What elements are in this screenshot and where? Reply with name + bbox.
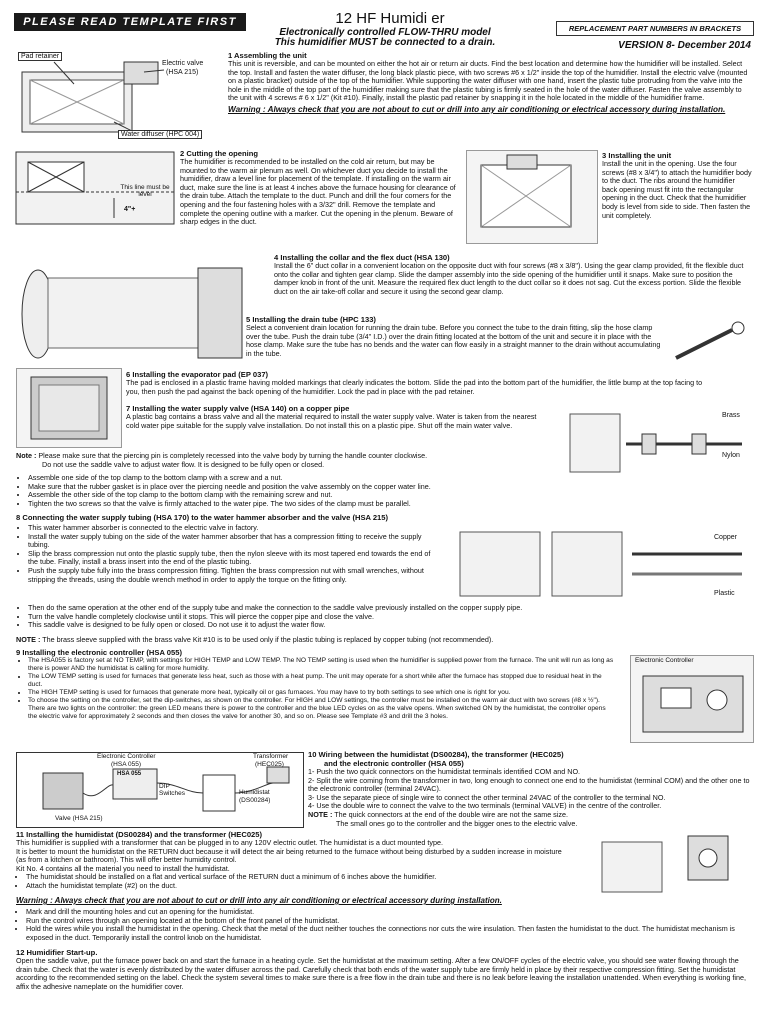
section-1 bbox=[228, 51, 752, 115]
drain-tube-illustration bbox=[668, 318, 752, 364]
brass-label: Brass bbox=[722, 412, 740, 419]
section-5-heading: 5 Installing the drain tube (HPC 133) bbox=[246, 315, 376, 324]
supply-tubing-illustration bbox=[452, 526, 752, 602]
section-10-heading-2: and the electronic controller (HSA 055) bbox=[324, 759, 464, 768]
section-8-bullets-a bbox=[14, 524, 434, 584]
list-item: • Tighten the two screws so that the valve is firmly attached to the water pipe. The two sides of the clamp must be parallel. bbox=[28, 500, 574, 509]
version-label: VERSION 8- December 2014 bbox=[618, 40, 751, 51]
section-11-para-3: Kit No. 4 contains all the material you need to install the humidistat. bbox=[16, 863, 230, 873]
list-item: • Turn the valve handle completely clockwise until it stops. This will pierce the copper pipe and close the valve. bbox=[28, 613, 714, 622]
saddle-valve-illustration bbox=[566, 410, 752, 478]
note-2-text bbox=[16, 636, 754, 645]
list-item: • Then do the same operation at the other end of the supply tube and make the connection to the saddle valve previously installed on the copper supply pipe. bbox=[28, 604, 714, 613]
nylon-label: Nylon bbox=[722, 452, 740, 459]
list-item: • Attach the humidistat template (#2) on the duct. bbox=[26, 882, 572, 891]
section-3-body: Install the unit in the opening. Use the four screws (#8 x 3/4") to attach the humidifier body to the duct. The ribs around the humidifier back opening must fit into the rectangular opening in the duct. Check that the humidifier body is level from side to side. Then fasten the unit completely. bbox=[602, 159, 752, 220]
list-item: • Push the supply tube fully into the brass compression fitting. Tighten the brass compression nut with small wrenches, without stripping the threads, using the double wrench method in order to apply the torque on the fitting only. bbox=[28, 567, 434, 584]
unit-installed-illustration bbox=[467, 151, 597, 243]
section-12 bbox=[16, 948, 754, 991]
plastic-label: Plastic bbox=[714, 590, 735, 597]
humidistat-label: Humidistat bbox=[239, 789, 270, 796]
figure-unit-installed bbox=[466, 150, 598, 244]
flex-duct-illustration bbox=[14, 258, 244, 362]
list-item: • To choose the setting on the controller, set the dip-switches, as shown on the controller. For HIGH and LOW settings, the controller must be installed on the warm air duct with two screws (#8 x ½"). There are two lights on the controller: the green LED means there is power to the controller and the blue LED cycles on as the valve opens. When switched ON by the humidistat, the controller opens the electric valve for approximately 2 seconds and then closes the valve for another 30, and so on. Please see Template #3 and drill the 3 holes. bbox=[28, 697, 616, 721]
list-item: • Assemble the other side of the top clamp to the bottom clamp with the remaining screw and nut. bbox=[28, 491, 574, 500]
section-3-heading: 3 Installing the unit bbox=[602, 151, 672, 160]
note-2-label: NOTE : bbox=[16, 635, 41, 644]
wiring-step-4: 4- Use the double wire to connect the valve to the two terminals (terminal VALVE) in the centre of the controller. bbox=[308, 801, 662, 811]
wiring-valve-label: Valve (HSA 215) bbox=[55, 815, 103, 822]
note-1-label: Note : bbox=[16, 451, 37, 460]
section-11-list-a bbox=[16, 873, 572, 890]
wiring-step-2: 2- Split the wire coming from the transformer in two, long enough to connect one end to the humidistat (terminal COM) and the other one to the electronic controller (terminal 24VAC). bbox=[308, 775, 750, 794]
section-4-heading: 4 Installing the collar and the flex duct (HSA 130) bbox=[274, 253, 450, 262]
note-1-text1: Please make sure that the piercing pin is completely recessed into the valve body by turning the handle counter clockwise. bbox=[38, 451, 428, 460]
wiring-controller-label: Electronic Controller bbox=[97, 753, 156, 760]
section-7 bbox=[126, 404, 544, 430]
list-item: • Install the water supply tubing on the side of the water hammer absorber that has a compression fitting to receive the supply tubing. bbox=[28, 533, 434, 550]
list-item: • Slip the brass compression nut onto the plastic supply tube, then the nylon sleeve with its most tapered end towards the end of the tube. Finally, install a brass insert into the end of the plastic tubing. bbox=[28, 550, 434, 567]
water-diffuser-label: Water diffuser (HPC 004) bbox=[118, 130, 202, 139]
wiring-model-label: HSA 055 bbox=[117, 771, 142, 777]
section-2-body: The humidifier is recommended to be installed on the cold air return, but may be mounted to the warm air plenum as well. On whichever duct you decide to install the humidifier, draw a level line for placement of the template. If installing on the warm air duct, make sure the line is at least 4 inches above the furnace housing for clearance of the drain tube. Attach the template to the duct. Punch and drill the four corners for the opening and the four fastening holes with a 3/32" drill. Remove the template and complete the opening outline with a marker. Cut the opening in the plenum. Beware of sharp edges in the duct. bbox=[180, 157, 456, 227]
list-item: • The HSA055 is factory set at NO TEMP, with settings for HIGH TEMP and LOW TEMP. The NO TEMP setting is used when the humidifier is supplied power from the furnace. The unit will run as long as there is power AND the humidistat is calling for more humidity. bbox=[28, 657, 616, 673]
figure-opening bbox=[14, 150, 176, 226]
electric-valve-label: Electric valve bbox=[162, 60, 204, 67]
transformer-code: (HEC025) bbox=[255, 761, 284, 768]
humidistat-illustration bbox=[592, 830, 752, 898]
list-item: • Mark and drill the mounting holes and cut an opening for the humidistat. bbox=[26, 908, 752, 917]
figure-flex-duct bbox=[14, 258, 244, 362]
section-11-heading: 11 Installing the humidistat (DS00284) and the transformer (HEC025) bbox=[16, 830, 263, 839]
figure-saddle-valve bbox=[566, 410, 752, 478]
section-12-body: Open the saddle valve, put the furnace power back on and start the furnace in a heating cycle. Set the humidistat at the maximum setting. After a few ON/OFF cycles of the electric valve, you should see water flowing through the drain tube. Check that the water is evenly distributed by the water diffuser across the pad. Carefully check that both ends of the water supply tube are firmly held in place by their respective compression fitting. Set the humidistat according to the recommended setting on the label. Check the system several times to make sure there is a free flow in the drain tube and there is no leak before leaving the installation unattended. When everything is working fine, affix the adhesive nameplate on the humidifier cover. bbox=[16, 956, 746, 991]
pad-retainer-label: Pad retainer bbox=[18, 52, 62, 61]
figure-assembly bbox=[14, 50, 224, 142]
section-6 bbox=[126, 370, 708, 396]
figure-evaporator-pad bbox=[16, 368, 122, 448]
section-10 bbox=[308, 750, 754, 828]
copper-label: Copper bbox=[714, 534, 737, 541]
figure-supply-tubing bbox=[452, 526, 752, 602]
note-1-line2: Do not use the saddle valve to adjust water flow. It is designed to be fully open or closed. bbox=[42, 459, 325, 469]
page-title: 12 HF Humidi er bbox=[335, 10, 445, 27]
list-item: • Run the control wires through an opening located at the bottom of the front panel of the humidistat. bbox=[26, 917, 752, 926]
list-item: • This saddle valve is designed to be fully open or closed. Do not use it to adjust the water flow. bbox=[28, 621, 714, 630]
section-2 bbox=[180, 149, 464, 227]
subtitle-drain: This humidifier MUST be connected to a drain. bbox=[274, 37, 496, 48]
electronic-controller-illustration bbox=[631, 656, 753, 742]
list-item: • This water hammer absorber is connected to the electric valve in factory. bbox=[28, 524, 434, 533]
figure-drain-tube bbox=[668, 318, 752, 364]
section-6-heading: 6 Installing the evaporator pad (EP 037) bbox=[126, 370, 269, 379]
electronic-controller-label: Electronic Controller bbox=[635, 657, 694, 664]
section-11 bbox=[16, 830, 572, 891]
humidistat-code: (DS00284) bbox=[239, 797, 271, 804]
electric-valve-code: (HSA 215) bbox=[166, 69, 199, 76]
note-1 bbox=[16, 452, 536, 469]
section-2-heading: 2 Cutting the opening bbox=[180, 149, 259, 158]
figure-wiring bbox=[16, 752, 304, 828]
warning-1: Warning : Always check that you are not about to cut or drill into any air conditioning or electrical accessory during installation. bbox=[228, 104, 726, 114]
warning-2: Warning : Always check that you are not about to cut or drill into any air conditioning or electrical accessory during installation. bbox=[16, 896, 502, 905]
valve-bullet-list bbox=[14, 474, 574, 508]
wiring-note-2: The small ones go to the controller and the bigger ones to the electric valve. bbox=[336, 818, 578, 828]
template-banner: PLEASE READ TEMPLATE FIRST bbox=[14, 13, 246, 31]
figure-electronic-controller bbox=[630, 655, 754, 743]
section-9 bbox=[16, 648, 616, 721]
valve-bullets bbox=[14, 474, 574, 508]
section-4-body: Install the 6" duct collar in a convenient location on the opposite duct with four screws (#8 x 3/8"). Using the gear clamp provided, fit the flexible duct onto the collar and tighten gear clamp. Slide the damper assembly into the side opening of the humidifier until it snaps. Make sure to position the damper knob in front of the unit. Measure the required flex duct length to the duct collar so it does not sag. Cut the excess portion. Slide the flexible duct on the air take-off collar and secure it using the second gear clamp. bbox=[274, 261, 744, 296]
section-3 bbox=[602, 151, 752, 220]
section-10-heading: 10 Wiring between the humidistat (DS00284), the transformer (HEC025) bbox=[308, 750, 564, 759]
list-item: • Assemble one side of the top clamp to the bottom clamp with a screw and a nut. bbox=[28, 474, 574, 483]
wiring-note-label: NOTE : bbox=[308, 809, 333, 819]
subtitle-model: Electronically controlled FLOW-THRU model bbox=[279, 27, 491, 38]
dip-switches-label: DIP Switches bbox=[159, 783, 186, 797]
section-12-heading: 12 Humidifier Start-up. bbox=[16, 948, 98, 957]
section-9-heading: 9 Installing the electronic controller (HSA 055) bbox=[16, 648, 182, 657]
section-1-body: This unit is reversible, and can be mounted on either the hot air or return air ducts. Find the best location and determine how the humidifier will be installed. Select the top. Install and fasten the water diffuser, the long black plastic piece, with two screws #6 x 1/2" inside the top of the humidifier. Install the electric valve (mounted on a plastic bracket) outside of the top of the humidifier. While supporting the water diffuser with one hand, insert the plastic tube protruding from the valve into the hole in the middle of the top part of the humidifier making sure that the plastic tubing is firmly seated in the hole of the water diffuser. Fasten the valve assembly to the unit with 4 screws # 6 x 1/2" (Kit #10). Finally, install the plastic pad retainer by snapping it in the hole located in the middle of the humidifier frame. bbox=[228, 59, 748, 103]
wiring-step-3: 3- Use the separate piece of single wire to connect the other terminal 24VAC of the controller to the terminal NO. bbox=[308, 792, 666, 802]
wiring-step-1: 1- Push the two quick connectors on the humidistat terminals identified COM and NO. bbox=[308, 767, 581, 776]
list-item: • The LOW TEMP setting is used for furnaces that generate less heat, such as those with a heat pump. The unit may operate for a short while after the furnace has stopped due to residual heat in the duct. bbox=[28, 673, 616, 689]
note-2 bbox=[16, 636, 754, 645]
transformer-label: Transformer bbox=[253, 753, 289, 760]
section-9-list bbox=[16, 657, 616, 721]
section-8 bbox=[16, 513, 754, 522]
section-7-body: A plastic bag contains a brass valve and all the material required to install the water supply valve. Water is taken from the nearest cold water pipe suitable for the supply valve installation. Do not install this on a plastic pipe. Shut off the main water valve. bbox=[126, 412, 537, 430]
list-item: • Make sure that the rubber gasket is in place over the piercing needle and position the valve assembly on the copper water line. bbox=[28, 483, 574, 492]
clearance-measure: 4"+ bbox=[124, 206, 136, 213]
section-7-heading: 7 Installing the water supply valve (HSA 140) on a copper pipe bbox=[126, 404, 350, 413]
wiring-note-1: The quick connectors at the end of the double wire are not the same size. bbox=[334, 809, 568, 819]
wiring-controller-code: (HSA 055) bbox=[111, 761, 141, 768]
list-item: • The HIGH TEMP setting is used for furnaces that generate more heat, typically oil or gas furnaces. You may have to try both settings to see which one is right for you. bbox=[28, 689, 616, 697]
note-2-body: The brass sleeve supplied with the brass valve Kit #10 is to be used only if the plastic tubing is replaced by copper tubing (not recommended). bbox=[42, 635, 494, 644]
section-4 bbox=[274, 253, 752, 296]
section-11-list-b bbox=[16, 908, 752, 942]
evaporator-pad-illustration bbox=[17, 369, 121, 447]
section-11-para-1: This humidifier is supplied with a transformer that can be plugged in to any 120V electric outlet. The humidistat is a duct mounted type. bbox=[16, 838, 443, 847]
section-1-heading: 1 Assembling the unit bbox=[228, 51, 307, 60]
list-item: • The humidistat should be installed on a flat and vertical surface of the RETURN duct a minimum of 6 inches above the humidifier. bbox=[26, 873, 572, 882]
section-5 bbox=[246, 315, 664, 358]
figure-humidistat bbox=[592, 830, 752, 898]
section-11-bullets-b bbox=[16, 908, 752, 942]
section-11-para-2: It is better to mount the humidistat on the RETURN duct because it will detect the air being returned to the furnace without being disturbed by a sudden increase in moisture (as from a kitchen or bathroom). This will offer better humidity control. bbox=[16, 846, 562, 865]
section-8-list-b bbox=[14, 604, 714, 630]
section-6-body: The pad is enclosed in a plastic frame having molded markings that clearly indicates the bottom. Slide the pad into the bottom part of the humidifier, the little bump at the top facing to you, then push the pad against the back opening of the humidifier. Lock the pad in place with the pad retainer. bbox=[126, 378, 703, 396]
level-line-label: This line must be level bbox=[120, 184, 170, 198]
list-item: • Hold the wires while you install the humidistat in the opening. Check that the metal of the duct neither touches the connections nor cuts the wire insulation. Then fasten the humidistat to the duct. The humidistat mechanism is exposed in the duct. Temporarily install the control knob on the humidistat. bbox=[26, 925, 752, 942]
replacement-note: REPLACEMENT PART NUMBERS IN BRACKETS bbox=[556, 21, 754, 36]
section-5-body: Select a convenient drain location for running the drain tube. Before you connect the tube to the drain fitting, slip the hose clamp over the tube. Push the drain tube (3/4" I.D.) over the drain fitting located at the bottom of the unit and secure it in place with the hose clamp. Make sure the tube has no bends and the water can flow easily in a straight manner to the drain without accumulating in the tube. bbox=[246, 323, 661, 358]
section-8-list-a bbox=[14, 524, 434, 584]
section-8-bullets-b bbox=[14, 604, 714, 630]
section-8-heading: 8 Connecting the water supply tubing (HSA 170) to the water hammer absorber and the valve (HSA 215) bbox=[16, 513, 389, 522]
